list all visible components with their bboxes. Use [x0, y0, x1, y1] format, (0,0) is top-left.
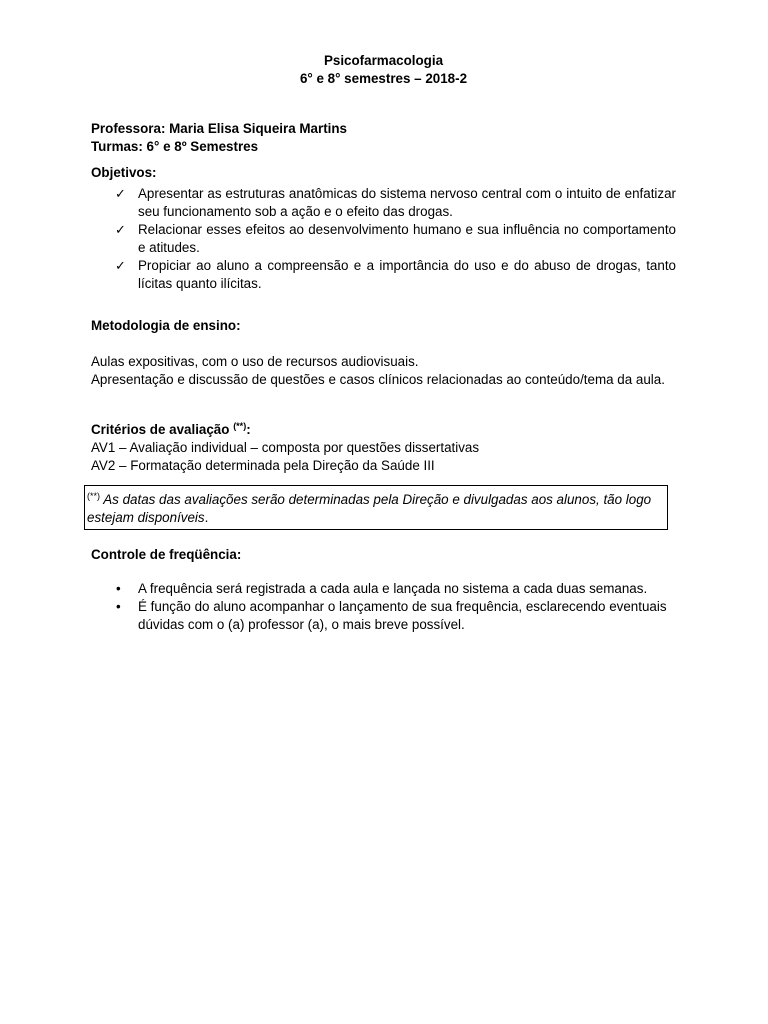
objective-text: Relacionar esses efeitos ao desenvolvimento humano e sua influência no comportamento e atitudes. [138, 222, 676, 255]
document-header [91, 52, 676, 88]
note-end: . [204, 510, 209, 525]
attendance-item [91, 580, 676, 598]
objective-text: Apresentar as estruturas anatômicas do sistema nervoso central com o intuito de enfatizar seu funcionamento sob a ação e o efeito das drogas. [138, 186, 676, 219]
evaluation-note-box [84, 485, 668, 530]
turmas-line: Turmas: 6° e 8º Semestres [91, 139, 259, 154]
checkmark-icon: ✓ [115, 186, 126, 201]
objective-text: Propiciar ao aluno a compreensão e a importância do uso e do abuso de drogas, tanto lícitas quanto ilícitas. [138, 258, 676, 291]
objectives-list [91, 185, 676, 293]
evaluation-heading [91, 417, 676, 439]
course-info [91, 120, 676, 156]
bullet-icon: • [116, 581, 121, 596]
evaluation-item: AV1 – Avaliação individual – composta por questões dissertativas [91, 440, 480, 455]
objective-item [91, 185, 676, 221]
evaluation-heading-text: Critérios de avaliação [91, 422, 230, 437]
document-page [87, 52, 676, 634]
evaluation-items [91, 439, 676, 475]
methodology-line: Aulas expositivas, com o uso de recursos audiovisuais. [91, 354, 419, 369]
evaluation-item: AV2 – Formatação determinada pela Direção da Saúde III [91, 458, 435, 473]
checkmark-icon: ✓ [115, 222, 126, 237]
objective-item [91, 257, 676, 293]
note-text: As datas das avaliações serão determinadas pela Direção e divulgadas aos alunos, tão logo estejam disponíveis [87, 492, 652, 525]
evaluation-heading-colon: : [246, 422, 251, 437]
note-mark: (**) [87, 491, 100, 501]
attendance-text: É função do aluno acompanhar o lançamento de sua frequência, esclarecendo eventuais dúvidas com o (a) professor (a), o mais breve possível. [138, 599, 667, 632]
methodology-text [91, 353, 676, 389]
professor-line: Professora: Maria Elisa Siqueira Martins [91, 121, 348, 136]
attendance-text: A frequência será registrada a cada aula e lançada no sistema a cada duas semanas. [138, 581, 648, 596]
evaluation-heading-mark: (**) [233, 421, 247, 431]
methodology-heading: Metodologia de ensino: [91, 318, 241, 333]
attendance-item [91, 598, 676, 634]
methodology-line: Apresentação e discussão de questões e casos clínicos relacionadas ao conteúdo/tema da aula. [91, 372, 665, 387]
document-subtitle: 6° e 8° semestres – 2018-2 [299, 71, 468, 86]
checkmark-icon: ✓ [115, 258, 126, 273]
objectives-heading: Objetivos: [91, 165, 157, 180]
objective-item [91, 221, 676, 257]
attendance-heading: Controle de freqüência: [91, 547, 242, 562]
attendance-list [91, 580, 676, 634]
document-title: Psicofarmacologia [323, 53, 444, 68]
bullet-icon: • [116, 599, 121, 614]
